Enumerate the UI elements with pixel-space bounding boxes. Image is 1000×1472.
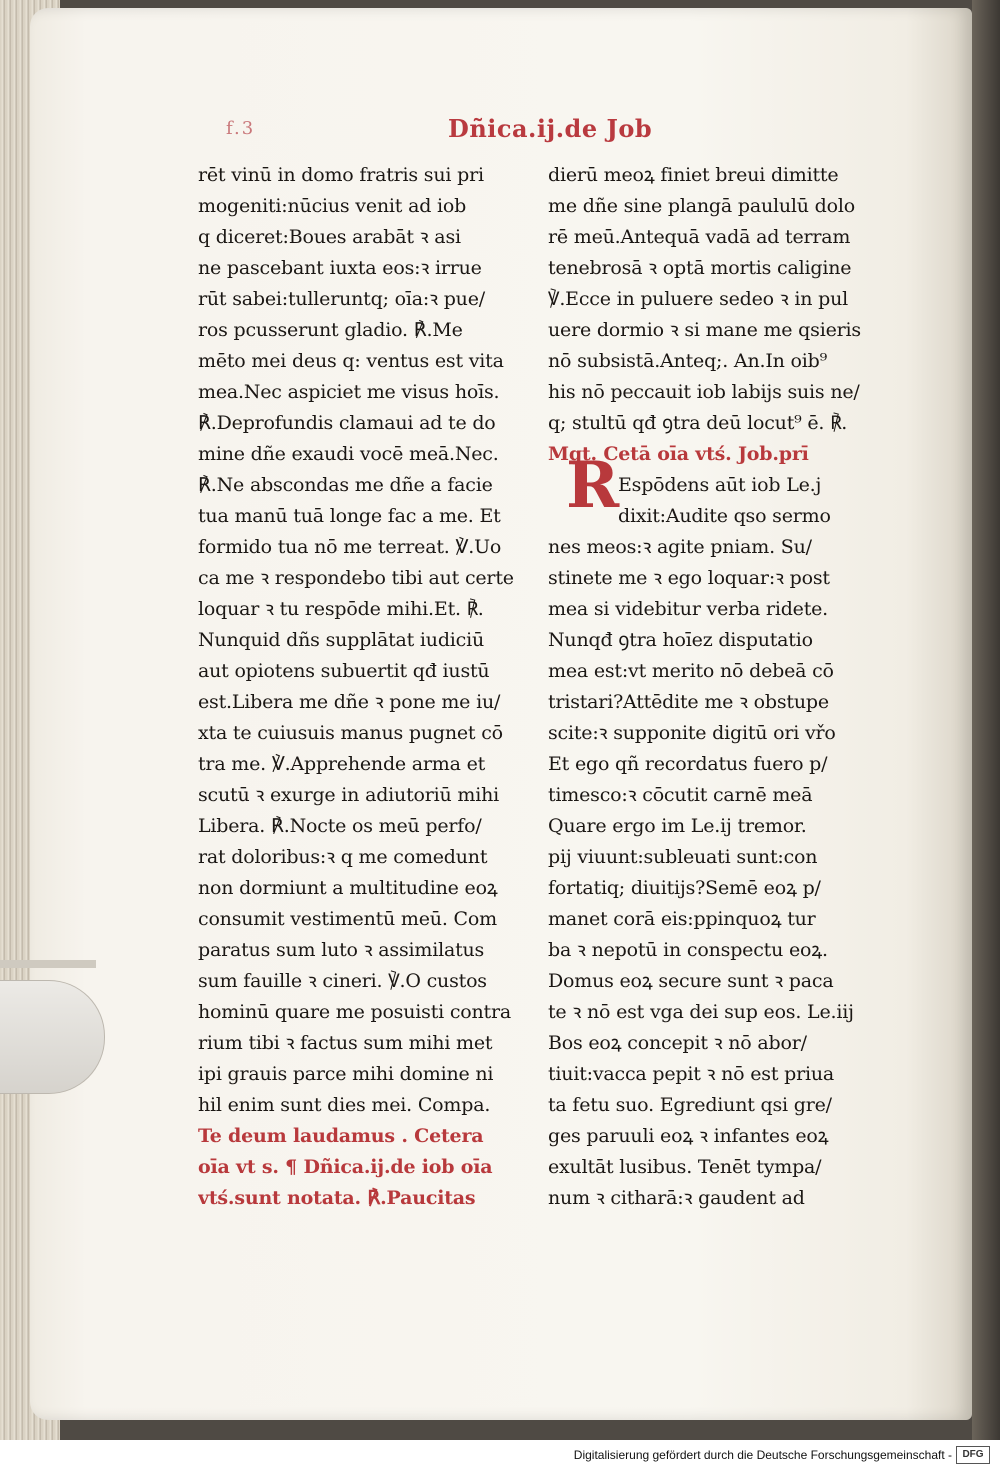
text-line: Quare ergo im Le.ij tremor. — [548, 815, 807, 837]
text-line: tenebrosā ꝛ optā mortis caligine — [548, 257, 852, 279]
text-line: dixit:Audite qso sermo — [618, 505, 831, 527]
text-line: manet corā eis:ppinquoꝝ tur — [548, 908, 816, 930]
text-line: mea.Nec aspiciet me visus hoīs. — [198, 381, 500, 403]
text-line: me dñe sine plangā paululū dolo — [548, 195, 855, 217]
text-line: uere dormio ꝛ si mane me qsieris — [548, 319, 861, 341]
text-line: Domus eoꝝ secure sunt ꝛ paca — [548, 970, 834, 992]
text-line: paratus sum luto ꝛ assimilatus — [198, 939, 485, 961]
text-line: nō subsistā.Anteq;. An.In oib⁹ — [548, 350, 828, 372]
funding-notice: Digitalisierung gefördert durch die Deutsche Forschungsgemeinschaft - — [573, 1448, 952, 1462]
text-line: rat doloribus:ꝛ q me comedunt — [198, 846, 488, 868]
right-text-column — [548, 160, 888, 1214]
text-line: consumit vestimentū meū. Com — [198, 908, 497, 930]
text-line: mea est:vt merito nō debeā cō — [548, 660, 834, 682]
text-line: scite:ꝛ supponite digitū ori vřo — [548, 722, 836, 744]
text-line: xta te cuiusuis manus pugnet cō — [198, 722, 503, 744]
folio-number: f.3 — [226, 118, 256, 139]
text-line: ne pascebant iuxta eos:ꝛ irrue — [198, 257, 482, 279]
binding-edge — [972, 0, 1000, 1440]
text-line: hil enim sunt dies mei. Compa. — [198, 1094, 491, 1116]
text-line: hominū quare me posuisti contra — [198, 1001, 512, 1023]
text-line: q; stultū qđ ꝯtra deū locut⁹ ē. ℟. — [548, 412, 848, 434]
text-line: exultāt lusibus. Tenēt tympa/ — [548, 1156, 822, 1178]
left-text-column — [198, 160, 538, 1214]
text-line: loquar ꝛ tu respōde mihi.Et. ℟. — [198, 598, 484, 620]
text-line: timesco:ꝛ cōcutit carnē meā — [548, 784, 813, 806]
text-line: est.Libera me dñe ꝛ pone me iu/ — [198, 691, 501, 713]
text-line: dierū meoꝝ finiet breui dimitte — [548, 164, 839, 186]
text-line: tua manū tuā longe fac a me. Et — [198, 505, 501, 527]
text-line: stinete me ꝛ ego loquar:ꝛ post — [548, 567, 830, 589]
text-line: pij viuunt:subleuati sunt:con — [548, 846, 818, 868]
text-line: Et ego qñ recordatus fuero p/ — [548, 753, 828, 775]
running-head: Dñica.ij.de Job — [448, 114, 653, 143]
text-line: Bos eoꝝ concepit ꝛ nō abor/ — [548, 1032, 807, 1054]
text-line: rē meū.Antequā vadā ad terram — [548, 226, 851, 248]
text-line: Nunqđ ꝯtra hoīez disputatio — [548, 629, 813, 651]
text-line: Libera. ℟.Nocte os meū perfo/ — [198, 815, 482, 837]
text-line: ges paruuli eoꝝ ꝛ infantes eoꝝ — [548, 1125, 829, 1147]
text-line: mine dñe exaudi vocē meā.Nec. — [198, 443, 499, 465]
text-line: ipi grauis parce mihi domine ni — [198, 1063, 494, 1085]
footer-bar — [0, 1440, 1000, 1472]
text-line: oīa vt s. ¶ Dñica.ij.de iob oīa — [198, 1156, 493, 1178]
text-line: Espōdens aūt iob Le.j — [618, 474, 822, 496]
text-line: ba ꝛ nepotū in conspectu eoꝝ. — [548, 939, 828, 961]
dfg-logo: DFG — [956, 1446, 990, 1464]
text-line: ℟.Ne abscondas me dñe a facie — [198, 474, 493, 496]
text-line: mea si videbitur verba ridete. — [548, 598, 829, 620]
text-line: non dormiunt a multitudine eoꝝ — [198, 877, 498, 899]
text-line: ros pcusserunt gladio. ℟.Me — [198, 319, 463, 341]
text-line: rium tibi ꝛ factus sum mihi met — [198, 1032, 493, 1054]
text-line: tra me. ℣.Apprehende arma et — [198, 753, 486, 775]
text-line: nes meos:ꝛ agite pniam. Su/ — [548, 536, 812, 558]
text-line: mogeniti:nūcius venit ad iob — [198, 195, 467, 217]
text-line: tristari?Attēdite me ꝛ obstupe — [548, 691, 829, 713]
text-line: num ꝛ citharā:ꝛ gaudent ad — [548, 1187, 805, 1209]
text-line: mēto mei deus q: ventus est vita — [198, 350, 504, 372]
text-line: ta fetu suo. Egrediunt qsi gre/ — [548, 1094, 832, 1116]
text-line: aut opiotens subuertit qđ iustū — [198, 660, 490, 682]
text-line: te ꝛ nō est vga dei sup eos. Le.iij — [548, 1001, 854, 1023]
text-line: tiuit:vacca pepit ꝛ nō est priua — [548, 1063, 835, 1085]
clip-shadow — [0, 960, 96, 968]
text-line: rēt vinū in domo fratris sui pri — [198, 164, 484, 186]
text-line: rūt sabei:tulleruntq; oīa:ꝛ pue/ — [198, 288, 485, 310]
text-line: ℟.Deprofundis clamaui ad te do — [198, 412, 496, 434]
text-line: Te deum laudamus . Cetera — [198, 1125, 484, 1147]
text-line: ℣.Ecce in puluere sedeo ꝛ in pul — [548, 288, 849, 310]
text-line: formido tua nō me terreat. ℣.Uo — [198, 536, 502, 558]
text-line: Mgt. Cetā oīa vtś. Job.prī — [548, 443, 809, 465]
text-line: scutū ꝛ exurge in adiutoriū mihi — [198, 784, 499, 806]
page-clip — [0, 980, 105, 1094]
text-line: fortatiq; diuitijs?Semē eoꝝ p/ — [548, 877, 821, 899]
text-line: vtś.sunt notata. ℟.Paucitas — [198, 1187, 476, 1209]
text-line: ca me ꝛ respondebo tibi aut certe — [198, 567, 514, 589]
text-line: Nunquid dñs supplātat iudiciū — [198, 629, 485, 651]
text-line: sum fauille ꝛ cineri. ℣.O custos — [198, 970, 487, 992]
text-line: q diceret:Boues arabāt ꝛ asi — [198, 226, 461, 248]
initial-letter-r: R — [566, 448, 620, 523]
text-line: his nō peccauit iob labijs suis ne/ — [548, 381, 860, 403]
